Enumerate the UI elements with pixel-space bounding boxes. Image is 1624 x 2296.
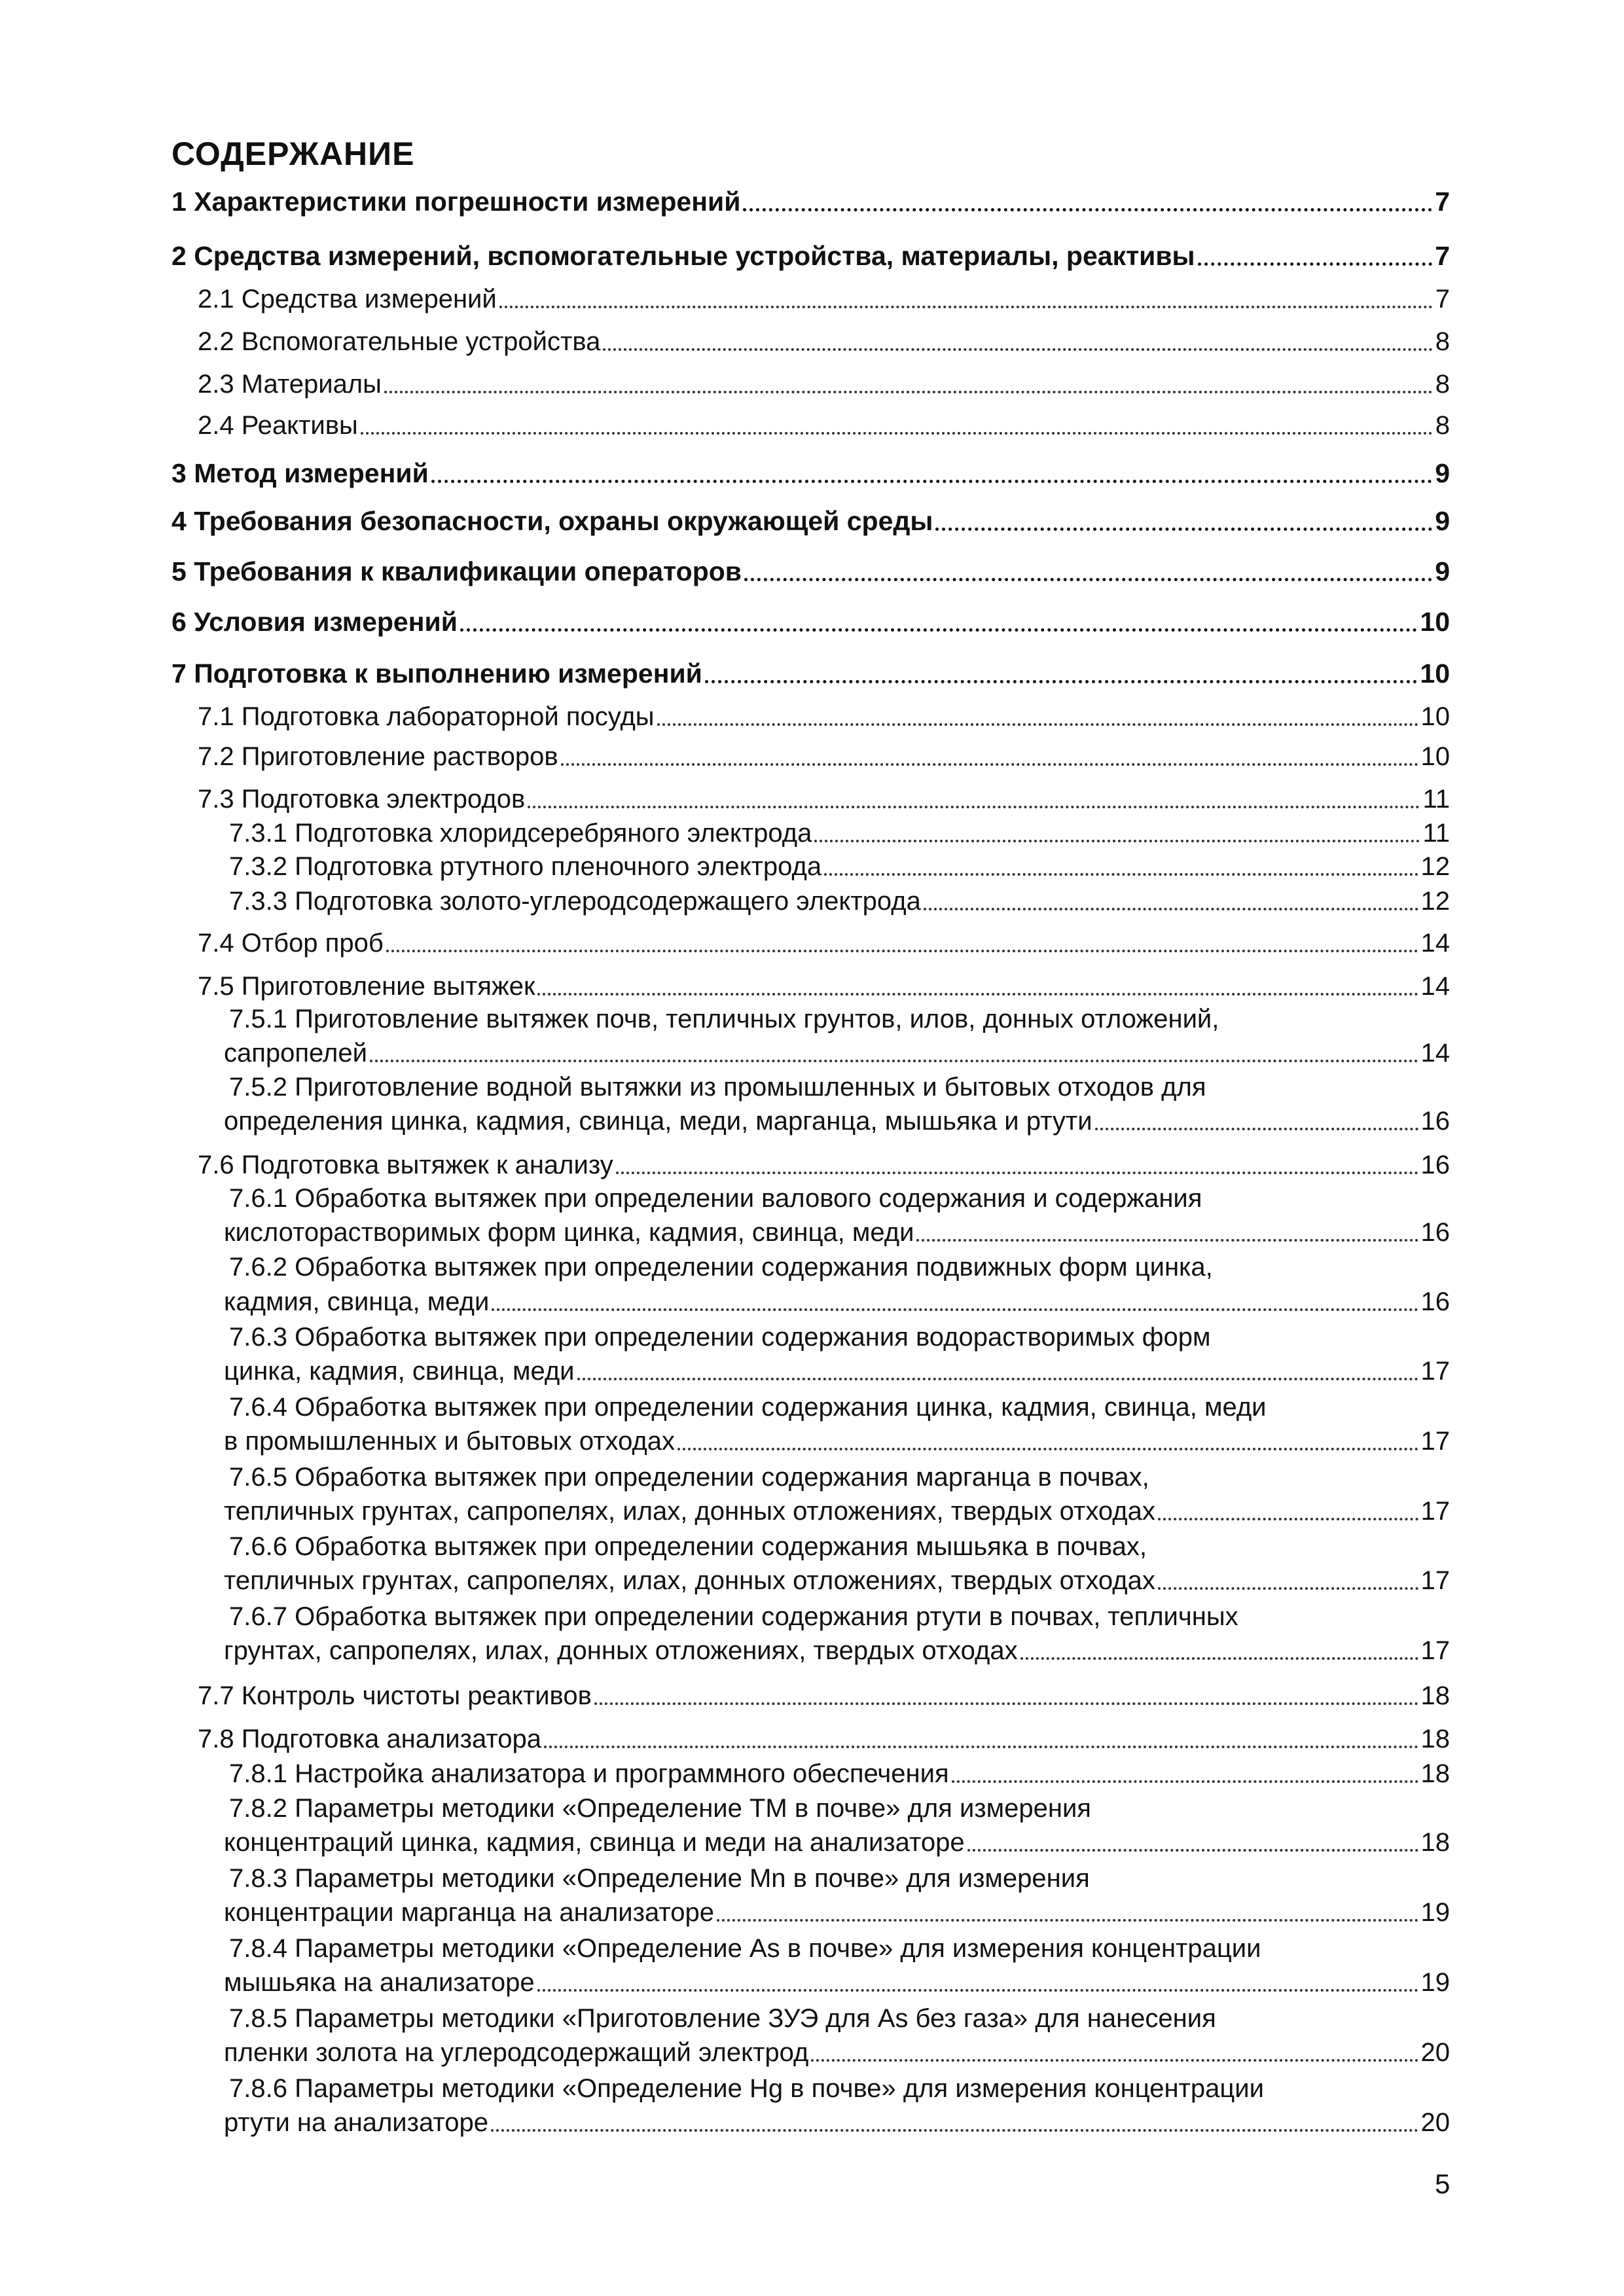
toc-entry-page: 12: [1420, 887, 1450, 916]
leader-dots: [370, 1060, 1418, 1062]
toc-entry-page: 16: [1420, 1107, 1450, 1136]
toc-entry[interactable]: [224, 1826, 1450, 1859]
toc-entry[interactable]: [224, 1216, 1450, 1249]
leader-dots: [743, 208, 1432, 211]
leader-dots: [1158, 1518, 1418, 1520]
toc-entry[interactable]: [171, 185, 1450, 218]
leader-dots: [811, 2059, 1418, 2062]
toc-entry-title: пленки золота на углеродсодержащий электрод: [224, 2038, 809, 2067]
toc-entry[interactable]: [229, 817, 1450, 850]
toc-entry-first-line: 7.6.5 Обработка вытяжек при определении содержания марганца в почвах,: [229, 1463, 1149, 1492]
toc-entry-title: концентраций цинка, кадмия, свинца и меди на анализаторе: [224, 1828, 965, 1857]
toc-entry-page: 11: [1422, 785, 1450, 814]
toc-entry-page: 12: [1420, 852, 1450, 881]
leader-dots: [935, 528, 1432, 531]
toc-entry-title: 2 Средства измерений, вспомогательные устройства, материалы, реактивы: [171, 241, 1195, 271]
toc-entry-title: 7.8.1 Настройка анализатора и программного обеспечения: [229, 1759, 949, 1788]
toc-entry-title: 7.6 Подготовка вытяжек к анализу: [198, 1151, 613, 1179]
toc-entry-page: 18: [1420, 1725, 1450, 1753]
toc-entry-title: тепличных грунтах, сапропелях, илах, донных отложениях, твердых отходах: [224, 1566, 1155, 1595]
toc-entry[interactable]: [198, 283, 1450, 315]
toc-entry[interactable]: [224, 2036, 1450, 2069]
toc-entry[interactable]: [224, 1896, 1450, 1929]
toc-entry-title: 2.4 Реактивы: [198, 411, 358, 440]
toc-entry-first-line: 7.6.4 Обработка вытяжек при определении содержания цинка, кадмия, свинца, меди: [229, 1393, 1267, 1422]
toc-entry-title: 7.4 Отбор проб: [198, 929, 384, 958]
toc-entry-page: 10: [1420, 742, 1450, 771]
toc-entry-title: 7.7 Контроль чистоты реактивов: [198, 1681, 592, 1710]
toc-entry-page: 9: [1435, 458, 1450, 488]
toc-entry-title: концентрации марганца на анализаторе: [224, 1898, 714, 1927]
toc-entry-title: кислоторастворимых форм цинка, кадмия, свинца, меди: [224, 1218, 914, 1247]
toc-entry[interactable]: [198, 700, 1450, 733]
leader-dots: [460, 628, 1417, 632]
toc-entry[interactable]: [224, 1285, 1450, 1318]
toc-entry-title: ртути на анализаторе: [224, 2108, 488, 2137]
toc-entry-first-line: 7.6.6 Обработка вытяжек при определении содержания мышьяка в почвах,: [229, 1532, 1147, 1561]
toc-entry-first-line: 7.8.2 Параметры методики «Определение ТМ в почве» для измерения: [229, 1794, 1091, 1823]
toc-entry-page: 17: [1420, 1357, 1450, 1386]
toc-entry[interactable]: [198, 409, 1450, 442]
toc-entry[interactable]: [224, 1425, 1450, 1458]
toc-entry-title: 2.1 Средства измерений: [198, 285, 497, 314]
leader-dots: [744, 578, 1432, 581]
toc-entry-page: 9: [1435, 556, 1450, 586]
leader-dots: [528, 806, 1420, 808]
toc-entry-first-line: 7.5.1 Приготовление вытяжек почв, тепличных грунтов, илов, донных отложений,: [229, 1005, 1219, 1033]
toc-entry-title: мышьяка на анализаторе: [224, 1968, 535, 1997]
toc-entry-title: 1 Характеристики погрешности измерений: [171, 187, 741, 217]
toc-entry-page: 17: [1420, 1427, 1450, 1456]
toc-entry-title: 5 Требования к квалификации операторов: [171, 556, 742, 586]
leader-dots: [717, 1919, 1418, 1922]
leader-dots: [537, 1989, 1418, 1992]
leader-dots: [657, 723, 1418, 726]
leader-dots: [916, 1239, 1418, 1242]
toc-entry-first-line: 7.5.2 Приготовление водной вытяжки из промышленных и бытовых отходов для: [229, 1073, 1206, 1102]
toc-entry-first-line: 7.6.1 Обработка вытяжек при определении валового содержания и содержания: [229, 1184, 1202, 1213]
toc-entry-first-line: 7.6.3 Обработка вытяжек при определении содержания водорастворимых форм: [229, 1323, 1211, 1352]
toc-entry-title: сапропелей: [224, 1039, 367, 1067]
toc-entry[interactable]: [198, 740, 1450, 773]
leader-dots: [499, 306, 1433, 308]
leader-dots: [1095, 1128, 1418, 1130]
toc-entry-title: 2.2 Вспомогательные устройства: [198, 327, 601, 356]
toc-entry-first-line: 7.6.7 Обработка вытяжек при определении содержания ртути в почвах, тепличных: [229, 1602, 1238, 1631]
toc-entry[interactable]: [224, 1355, 1450, 1388]
toc-entry-title: 2.3 Материалы: [198, 370, 382, 399]
toc-entry[interactable]: [224, 1564, 1450, 1597]
toc-entry-title: 4 Требования безопасности, охраны окружающей среды: [171, 506, 933, 536]
leader-dots: [561, 763, 1418, 766]
leader-dots: [824, 873, 1418, 876]
leader-dots: [814, 840, 1420, 842]
toc-entry-page: 18: [1420, 1828, 1450, 1857]
toc-entry-title: 7.3 Подготовка электродов: [198, 785, 526, 814]
toc-entry-page: 18: [1420, 1681, 1450, 1710]
leader-dots: [361, 432, 1433, 435]
toc-entry[interactable]: [171, 657, 1450, 690]
toc-entry-page: 17: [1420, 1497, 1450, 1526]
toc-entry-page: 7: [1435, 187, 1450, 217]
toc-entry-first-line: 7.8.5 Параметры методики «Приготовление ЗУЭ для As без газа» для нанесения: [229, 2004, 1216, 2033]
toc-entry-page: 18: [1420, 1759, 1450, 1788]
toc-title: СОДЕРЖАНИЕ: [171, 135, 415, 172]
leader-dots: [952, 1780, 1418, 1783]
toc-entry[interactable]: [229, 885, 1450, 918]
toc-entry-first-line: 7.6.2 Обработка вытяжек при определении содержания подвижных форм цинка,: [229, 1253, 1213, 1282]
leader-dots: [705, 680, 1418, 683]
leader-dots: [1020, 1657, 1418, 1660]
toc-entry-page: 8: [1435, 370, 1450, 399]
toc-entry[interactable]: [229, 1757, 1450, 1790]
toc-entry-page: 14: [1420, 972, 1450, 1001]
toc-entry-page: 11: [1422, 819, 1450, 848]
leader-dots: [1158, 1587, 1418, 1590]
leader-dots: [386, 950, 1418, 952]
leader-dots: [616, 1172, 1418, 1174]
toc-entry[interactable]: [198, 783, 1450, 816]
page-number: 5: [1435, 2168, 1451, 2199]
toc-entry-title: цинка, кадмия, свинца, меди: [224, 1357, 575, 1386]
toc-entry-page: 20: [1420, 2038, 1450, 2067]
toc-entry-page: 8: [1435, 411, 1450, 440]
toc-entry-page: 14: [1420, 929, 1450, 958]
leader-dots: [677, 1448, 1418, 1450]
toc-entry[interactable]: [198, 368, 1450, 401]
toc-entry[interactable]: [224, 1634, 1450, 1667]
toc-entry[interactable]: [224, 1966, 1450, 1999]
toc-entry-page: 8: [1435, 327, 1450, 356]
toc-entry-page: 17: [1420, 1636, 1450, 1665]
leader-dots: [431, 480, 1432, 483]
toc-entry-title: 7.3.3 Подготовка золото-углеродсодержащего электрода: [229, 887, 921, 916]
toc-entry[interactable]: [224, 1037, 1450, 1069]
toc-entry-title: 7.3.1 Подготовка хлоридсеребряного электрода: [229, 819, 812, 848]
toc-entry[interactable]: [198, 325, 1450, 358]
toc-entry-title: 7.2 Приготовление растворов: [198, 742, 558, 771]
toc-entry[interactable]: [224, 1495, 1450, 1528]
toc-entry-page: 16: [1420, 1151, 1450, 1179]
leader-dots: [594, 1702, 1418, 1705]
toc-entry[interactable]: [198, 927, 1450, 960]
toc-entry-title: 3 Метод измерений: [171, 458, 429, 488]
leader-dots: [603, 348, 1432, 351]
toc-entry-page: 14: [1420, 1039, 1450, 1067]
toc-entry-title: 7.1 Подготовка лабораторной посуды: [198, 702, 655, 731]
leader-dots: [384, 391, 1433, 393]
toc-entry-page: 7: [1435, 241, 1450, 271]
toc-entry-title: 7.3.2 Подготовка ртутного пленочного электрода: [229, 852, 822, 881]
toc-entry[interactable]: [171, 555, 1450, 588]
toc-entry[interactable]: [198, 1149, 1450, 1181]
toc-entry-title: грунтах, сапропелях, илах, донных отложениях, твердых отходах: [224, 1636, 1018, 1665]
toc-entry-title: 7 Подготовка к выполнению измерений: [171, 658, 702, 689]
toc-entry-title: определения цинка, кадмия, свинца, меди, марганца, мышьяка и ртути: [224, 1107, 1092, 1136]
toc-entry-page: 7: [1435, 285, 1450, 314]
toc-entry[interactable]: [171, 457, 1450, 490]
toc-entry-page: 19: [1420, 1968, 1450, 1997]
toc-entry[interactable]: [229, 850, 1450, 883]
toc-entry-first-line: 7.8.4 Параметры методики «Определение As в почве» для измерения концентрации: [229, 1934, 1261, 1963]
toc-entry-title: в промышленных и бытовых отходах: [224, 1427, 676, 1456]
toc-entry-title: 6 Условия измерений: [171, 607, 458, 637]
toc-entry[interactable]: [171, 240, 1450, 272]
toc-entry[interactable]: [224, 1105, 1450, 1138]
leader-dots: [924, 908, 1418, 910]
toc-entry-page: 9: [1435, 506, 1450, 536]
toc-entry[interactable]: [198, 970, 1450, 1003]
toc-entry[interactable]: [171, 605, 1450, 638]
toc-entry-page: 10: [1420, 658, 1450, 689]
toc-entry-page: 19: [1420, 1898, 1450, 1927]
toc-entry-title: кадмия, свинца, меди: [224, 1287, 490, 1316]
toc-entry[interactable]: [198, 1679, 1450, 1712]
toc-entry-title: 7.5 Приготовление вытяжек: [198, 972, 535, 1001]
toc-entry-first-line: 7.8.3 Параметры методики «Определение Mn в почве» для измерения: [229, 1864, 1090, 1893]
toc-entry[interactable]: [224, 2106, 1450, 2139]
leader-dots: [544, 1746, 1418, 1748]
toc-entry-title: тепличных грунтах, сапропелях, илах, донных отложениях, твердых отходах: [224, 1497, 1155, 1526]
leader-dots: [492, 1308, 1418, 1311]
toc-entry-first-line: 7.8.6 Параметры методики «Определение Hg в почве» для измерения концентрации: [229, 2074, 1264, 2103]
leader-dots: [577, 1378, 1418, 1380]
leader-dots: [1198, 262, 1433, 266]
toc-entry-page: 17: [1420, 1566, 1450, 1595]
leader-dots: [491, 2129, 1418, 2132]
toc-entry-page: 16: [1420, 1287, 1450, 1316]
toc-entry-page: 10: [1420, 702, 1450, 731]
leader-dots: [537, 993, 1418, 996]
leader-dots: [967, 1849, 1418, 1852]
toc-entry[interactable]: [171, 505, 1450, 537]
toc-entry-page: 16: [1420, 1218, 1450, 1247]
toc-entry-page: 20: [1420, 2108, 1450, 2137]
toc-entry-page: 10: [1420, 607, 1450, 637]
toc-entry-title: 7.8 Подготовка анализатора: [198, 1725, 541, 1753]
toc-entry[interactable]: [198, 1723, 1450, 1755]
